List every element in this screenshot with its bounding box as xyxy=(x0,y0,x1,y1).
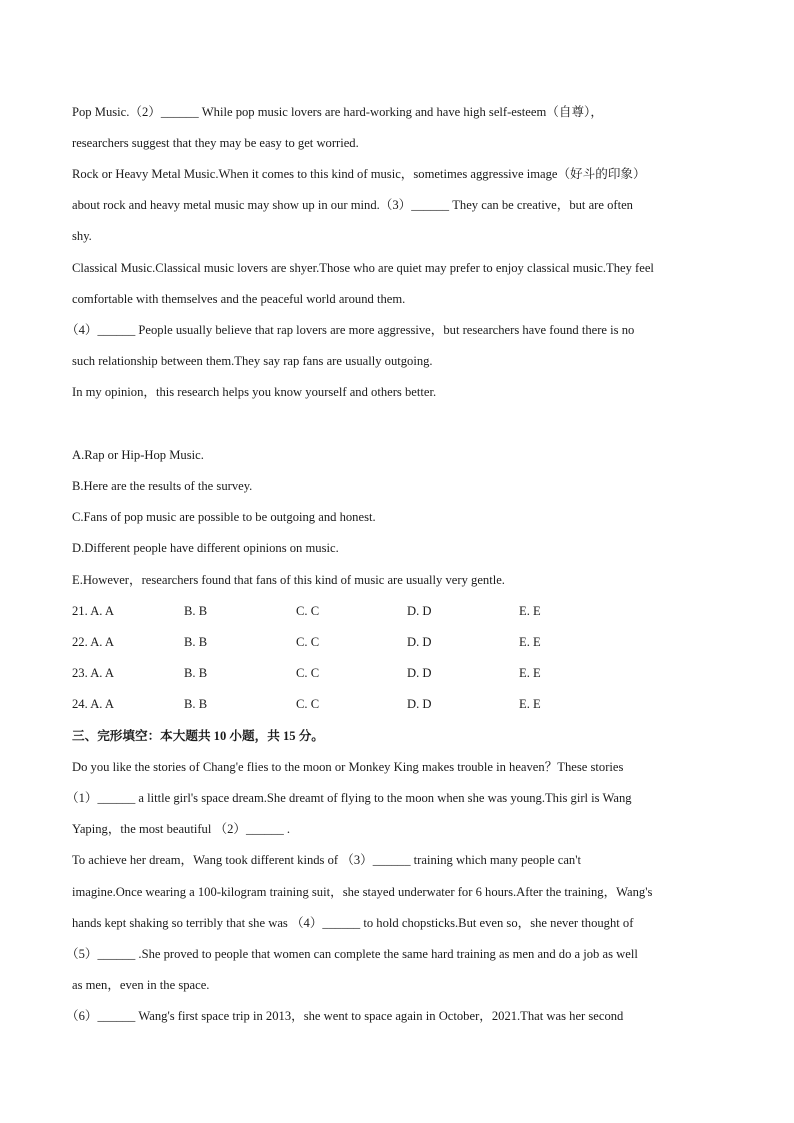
answer-choice-c[interactable]: C. C xyxy=(296,635,320,649)
cloze-line: To achieve her dream，Wang took different kinds of （3）______ training which many people can't xyxy=(72,853,581,867)
passage-line: shy. xyxy=(72,229,92,243)
answer-choice-e[interactable]: E. E xyxy=(519,635,541,649)
passage-line: comfortable with themselves and the peaceful world around them. xyxy=(72,292,406,306)
answer-choice-b[interactable]: B. B xyxy=(184,666,208,680)
passage-line: （4）______ People usually believe that rap lovers are more aggressive，but researchers have found there is no xyxy=(66,323,635,337)
answer-choice-a[interactable]: 23. A. A xyxy=(72,666,114,680)
passage-line: such relationship between them.They say rap fans are usually outgoing. xyxy=(72,354,433,368)
cloze-line: imagine.Once wearing a 100-kilogram training suit，she stayed underwater for 6 hours.After the training，Wang's xyxy=(72,885,653,899)
answer-choice-b[interactable]: B. B xyxy=(184,604,208,618)
passage-line: In my opinion，this research helps you know yourself and others better. xyxy=(72,385,437,399)
answer-choice-b[interactable]: B. B xyxy=(184,697,208,711)
section-heading: 三、完形填空：本大题共 10 小题，共 15 分。 xyxy=(72,729,324,743)
option-line-d: D.Different people have different opinions on music. xyxy=(72,541,339,555)
answer-choice-c[interactable]: C. C xyxy=(296,604,320,618)
cloze-line: （5）______ .She proved to people that women can complete the same hard training as men and do a job as well xyxy=(66,947,638,961)
answer-choice-a[interactable]: 22. A. A xyxy=(72,635,114,649)
option-line-b: B.Here are the results of the survey. xyxy=(72,479,253,493)
cloze-line: （6）______ Wang's first space trip in 2013，she went to space again in October，2021.That was her second xyxy=(66,1009,624,1023)
cloze-line: （1）______ a little girl's space dream.She dreamt of flying to the moon when she was young.This girl is Wang xyxy=(66,791,632,805)
answer-choice-e[interactable]: E. E xyxy=(519,697,541,711)
passage-line: Pop Music.（2）______ While pop music lovers are hard-working and have high self-esteem（自尊）， xyxy=(72,105,603,119)
answer-choice-b[interactable]: B. B xyxy=(184,635,208,649)
answer-choice-a[interactable]: 24. A. A xyxy=(72,697,114,711)
passage-line: researchers suggest that they may be easy to get worried. xyxy=(72,136,359,150)
answer-choice-e[interactable]: E. E xyxy=(519,666,541,680)
passage-line: about rock and heavy metal music may show up in our mind.（3）______ They can be creative，but are often xyxy=(72,198,633,212)
passage-line: Rock or Heavy Metal Music.When it comes to this kind of music，sometimes aggressive image（好斗的印象） xyxy=(72,167,646,181)
option-line-c: C.Fans of pop music are possible to be outgoing and honest. xyxy=(72,510,376,524)
cloze-line: hands kept shaking so terribly that she was （4）______ to hold chopsticks.But even so，she never thought of xyxy=(72,916,634,930)
answer-choice-c[interactable]: C. C xyxy=(296,666,320,680)
option-line-e: E.However，researchers found that fans of this kind of music are usually very gentle. xyxy=(72,573,505,587)
answer-choice-a[interactable]: 21. A. A xyxy=(72,604,114,618)
answer-choice-d[interactable]: D. D xyxy=(407,697,432,711)
answer-choice-c[interactable]: C. C xyxy=(296,697,320,711)
cloze-line: Yaping，the most beautiful （2）______ . xyxy=(72,822,291,836)
passage-line: Classical Music.Classical music lovers are shyer.Those who are quiet may prefer to enjoy classical music.They feel xyxy=(72,261,654,275)
answer-choice-d[interactable]: D. D xyxy=(407,666,432,680)
answer-choice-d[interactable]: D. D xyxy=(407,635,432,649)
cloze-line: Do you like the stories of Chang'e flies to the moon or Monkey King makes trouble in heaven？These stories xyxy=(72,760,624,774)
answer-choice-e[interactable]: E. E xyxy=(519,604,541,618)
cloze-line: as men，even in the space. xyxy=(72,978,210,992)
answer-choice-d[interactable]: D. D xyxy=(407,604,432,618)
option-line-a: A.Rap or Hip-Hop Music. xyxy=(72,448,204,462)
